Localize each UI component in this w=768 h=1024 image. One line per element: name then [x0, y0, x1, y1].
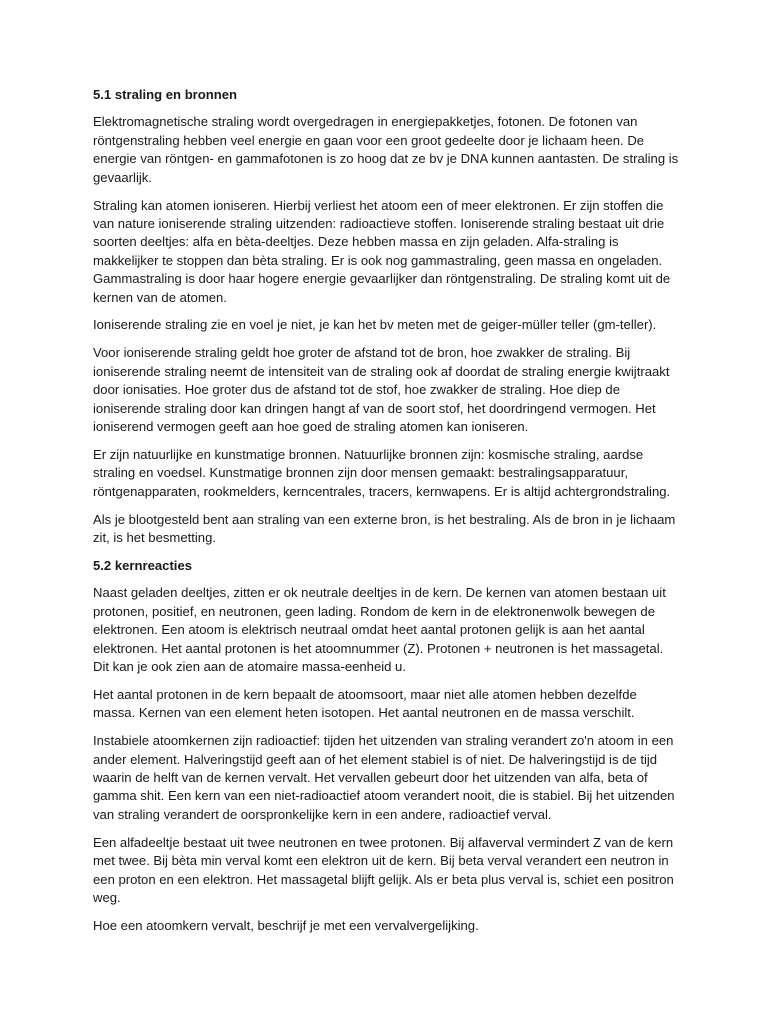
paragraph: Elektromagnetische straling wordt overgedragen in energiepakketjes, fotonen. De fotonen van röntgenstraling hebben veel energie en gaan voor een groot gedeelte door je lichaam heen. De energie van röntgen- en gammafotonen is zo hoog dat ze bv je DNA kunnen aantasten. De straling is gevaarlijk. [93, 114, 679, 185]
paragraph: Instabiele atoomkernen zijn radioactief: tijden het uitzenden van straling verandert zo'n atoom in een ander element. Halveringstijd geeft aan of het element stabiel is of niet. De halveringstijd is de tijd waarin de helft van de kernen vervalt. Het vervallen gebeurt door het uitzenden van alfa, beta of gamma shit. Een kern van een niet-radioactief atoom verandert nooit, die is stabiel. Bij het uitzenden van straling verandert de oorspronkelijke kern in een andere, radioactief verval. [93, 733, 675, 822]
paragraph: Een alfadeeltje bestaat uit twee neutronen en twee protonen. Bij alfaverval vermindert Z van de kern met twee. Bij bèta min verval komt een elektron uit de kern. Bij beta verval verandert een neutron in een proton en een elektron. Het massagetal blijft gelijk. Als er beta plus verval is, schiet een positron weg. [93, 834, 674, 905]
paragraph: Er zijn natuurlijke en kunstmatige bronnen. Natuurlijke bronnen zijn: kosmische straling, aardse straling en voedsel. Kunstmatige bronnen zijn door mensen gemaakt: bestralingsapparatuur, röntgenapparaten, rookmelders, kerncentrales, tracers, kernwapens. Er is altijd achtergrondstraling. [93, 446, 671, 499]
paragraph: Straling kan atomen ioniseren. Hierbij verliest het atoom een of meer elektronen. Er zijn stoffen die van nature ioniserende straling uitzenden: radioactieve stoffen. Ioniserende straling bestaat uit drie soorten deeltjes: alfa en bèta-deeltjes. Deze hebben massa en zijn geladen. Alfa-straling is makkelijker te stoppen dan bèta straling. Er is ook nog gammastraling, geen massa en ongeladen. Gammastraling is door haar hogere energie gevaarlijker dan röntgenstraling. De straling komt uit de kernen van de atomen. [93, 197, 671, 305]
paragraph: Voor ioniserende straling geldt hoe groter de afstand tot de bron, hoe zwakker de straling. Bij ioniserende straling neemt de intensiteit van de straling ook af doordat de straling energie kwijtraakt door ionisaties. Hoe groter dus de afstand tot de stof, hoe zwakker de straling. Hoe diep de ioniserende straling door kan dringen hangt af van de soort stof, het doordringend vermogen. Het ioniserend vermogen geeft aan hoe goed de straling atomen kan ioniseren. [93, 345, 670, 434]
section-heading: 5.2 kernreacties [93, 557, 193, 573]
paragraph: Als je blootgesteld bent aan straling van een externe bron, is het bestraling. Als de bron in je lichaam zit, is het besmetting. [93, 511, 676, 546]
document-page [93, 86, 680, 945]
paragraph: Ioniserende straling zie en voel je niet, je kan het bv meten met de geiger-müller teller (gm-teller). [93, 317, 657, 333]
section-straling-en-bronnen [93, 86, 680, 547]
paragraph: Naast geladen deeltjes, zitten er ok neutrale deeltjes in de kern. De kernen van atomen bestaan uit protonen, positief, en neutronen, geen lading. Rondom de kern in de elektronenwolk bewegen de elektronen. Een atoom is elektrisch neutraal omdat heet aantal protonen gelijk is aan het aantal elektronen. Het aantal protonen is het atoomnummer (Z). Protonen + neutronen is het massagetal. Dit kan je ook zien aan de atomaire massa-eenheid u. [93, 585, 666, 674]
section-heading: 5.1 straling en bronnen [93, 87, 238, 102]
paragraph: Hoe een atoomkern vervalt, beschrijf je met een vervalvergelijking. [93, 917, 479, 933]
section-kernreacties [93, 557, 680, 935]
paragraph: Het aantal protonen in de kern bepaalt de atoomsoort, maar niet alle atomen hebben dezelfde massa. Kernen van een element heten isotopen. Het aantal neutronen en de massa verschilt. [93, 686, 637, 721]
